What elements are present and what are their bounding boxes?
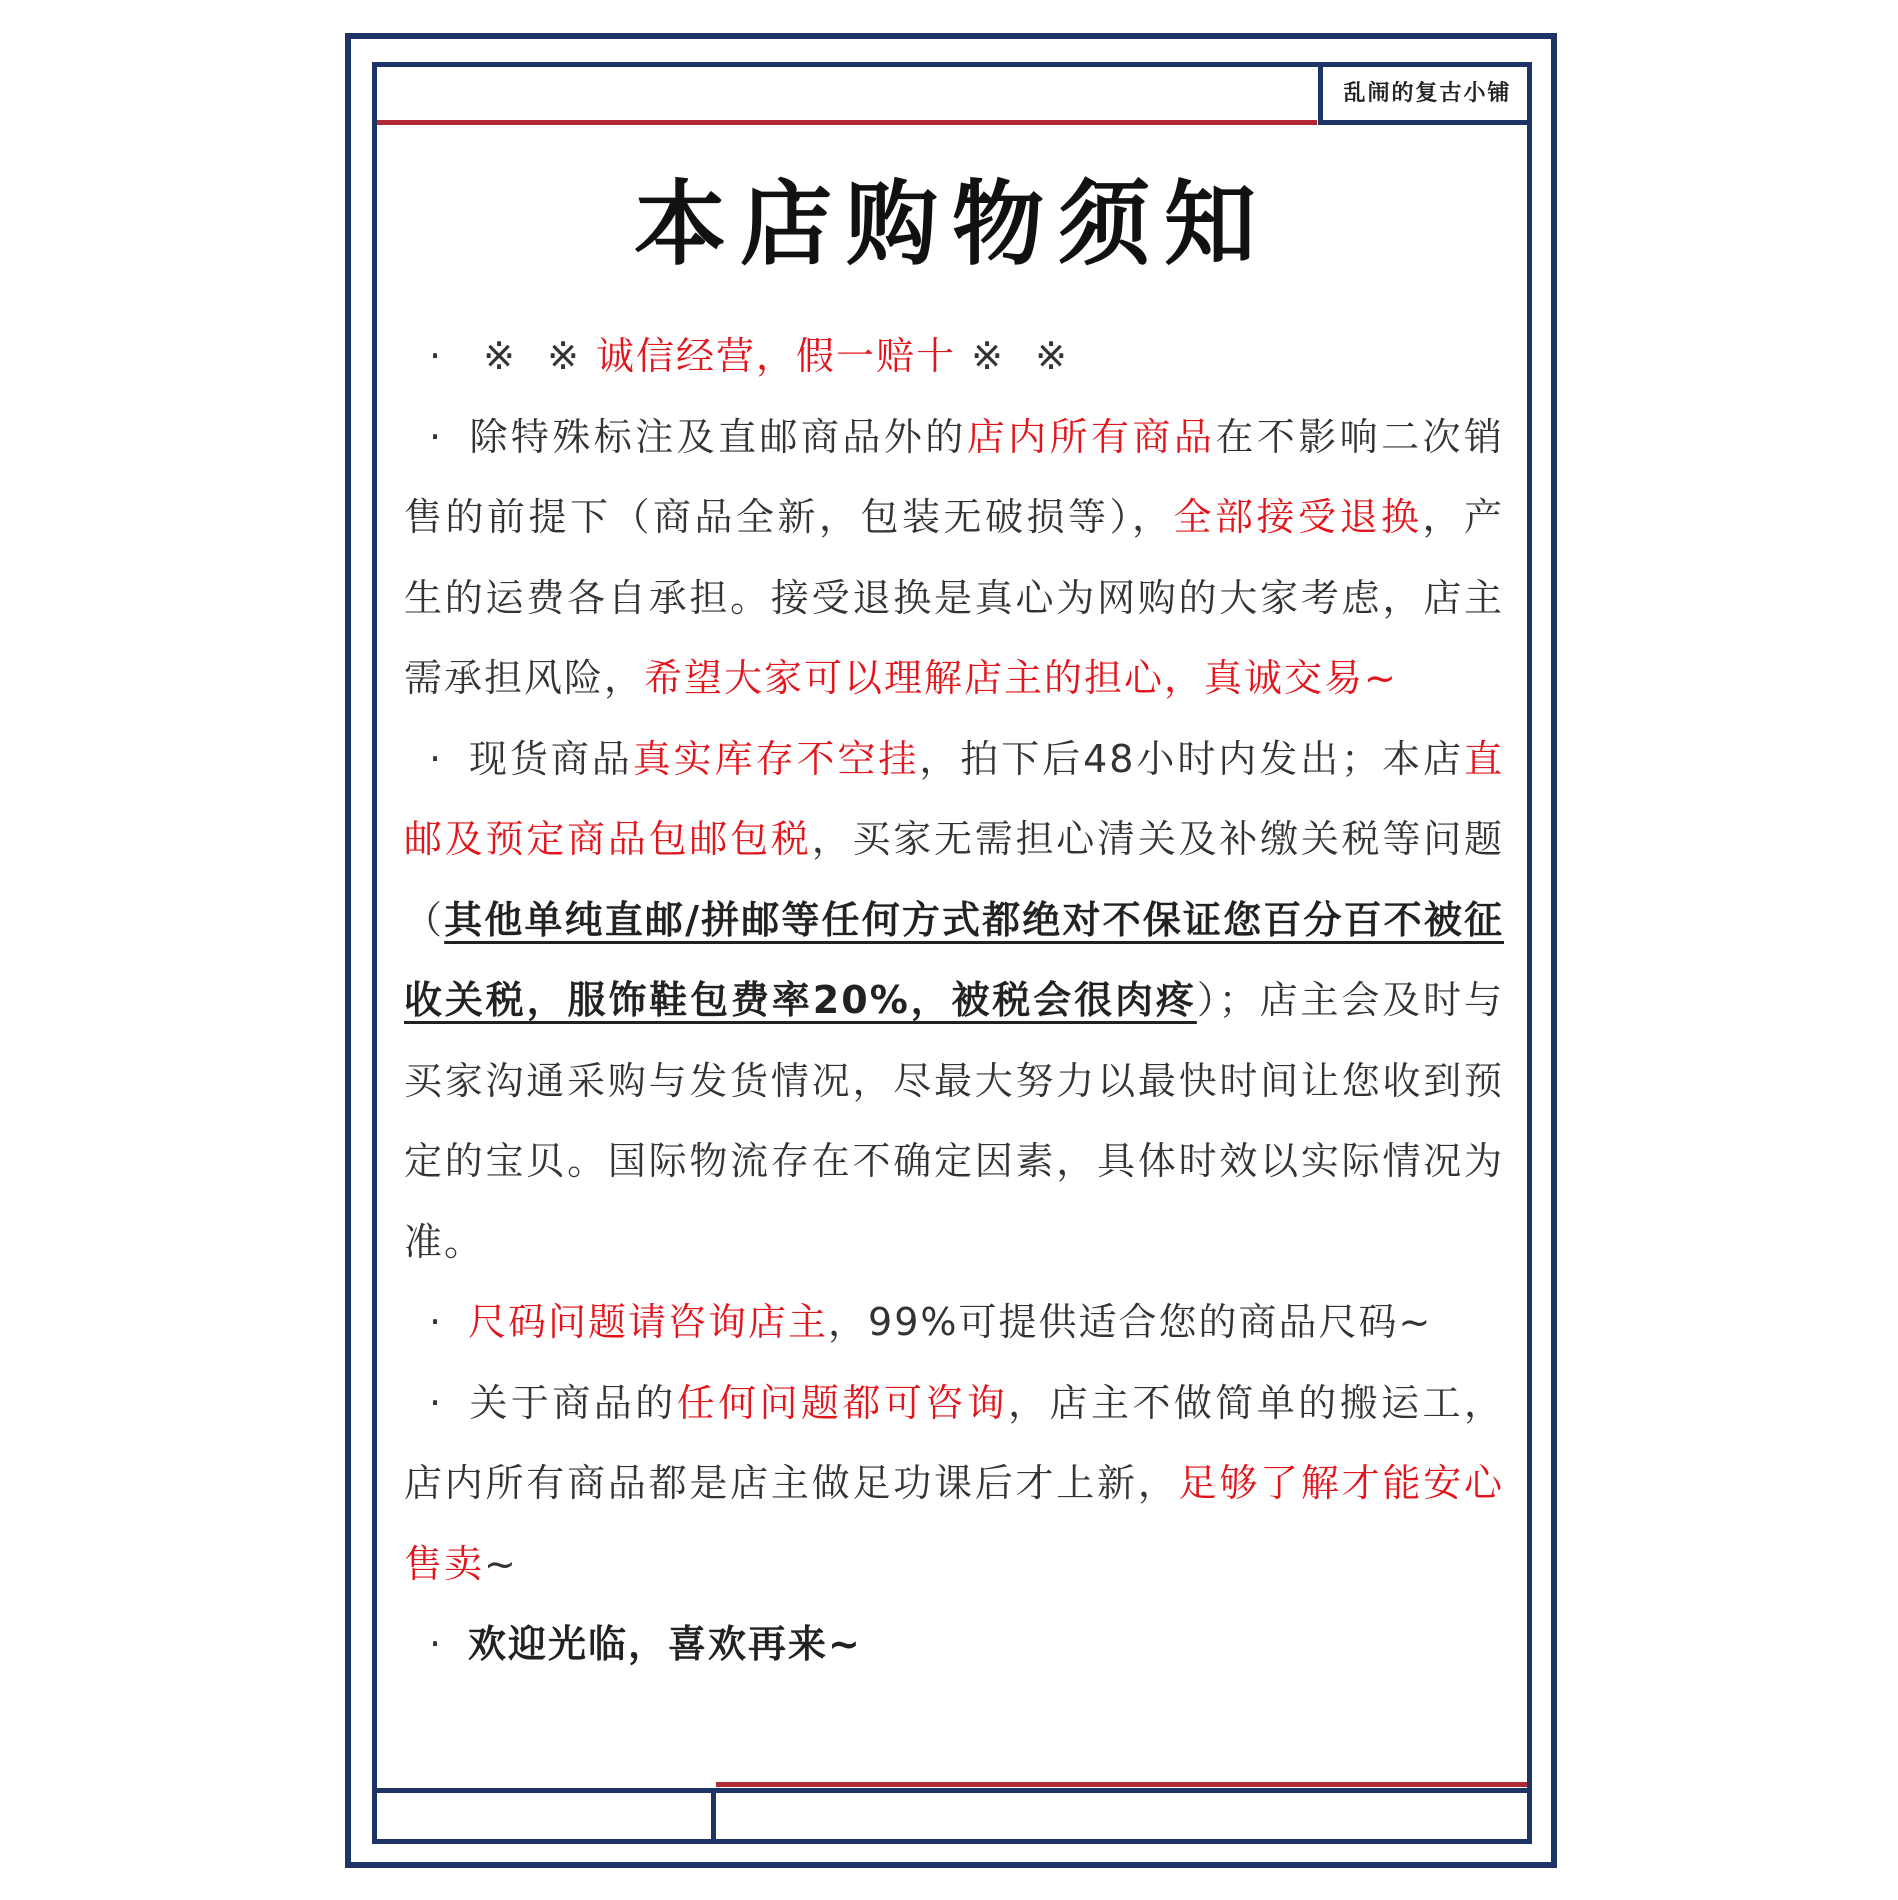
returns-highlight-2: 全部接受退换 xyxy=(1173,495,1423,539)
notice-list xyxy=(404,316,1504,1685)
bullet-icon: · xyxy=(428,1300,444,1344)
notice-item-returns xyxy=(404,397,1504,719)
welcome-text: 欢迎光临，喜欢再来~ xyxy=(468,1622,862,1666)
stock-text-1: 现货商品 xyxy=(468,736,633,781)
top-accent-rule xyxy=(377,120,1317,125)
reference-mark-icon: ※ xyxy=(971,334,1005,378)
integrity-slogan: 诚信经营，假一赔十 xyxy=(596,334,957,378)
returns-text-1: 除特殊标注及直邮商品外的 xyxy=(468,414,967,459)
notice-item-size xyxy=(404,1282,1504,1363)
bullet-icon: · xyxy=(428,1622,444,1666)
stock-text-4: ）；店主会及时与买家沟通采购与发货情况，尽最大努力以最快时间让您收到预定的宝贝。国际物流存在不确定因素，具体时效以实际情况为准。 xyxy=(404,978,1504,1264)
bottom-rule xyxy=(377,1788,1527,1793)
questions-highlight-1: 任何问题都可咨询 xyxy=(676,1380,1009,1425)
questions-highlight-2: 足够了解才能安心售卖 xyxy=(404,1461,1504,1586)
size-text: ，99%可提供适合您的商品尺码~ xyxy=(828,1300,1433,1344)
bullet-icon: · xyxy=(428,736,444,781)
reference-mark-icon: ※ xyxy=(1035,334,1069,378)
shop-name-label: 乱闹的复古小铺 xyxy=(1318,62,1532,125)
bullet-icon: · xyxy=(428,414,444,459)
questions-text-2: ，店主不做简单的搬运工，店内所有商品都是店主做足功课后才上新， xyxy=(404,1380,1504,1505)
reference-mark-icon: ※ xyxy=(547,334,581,378)
notice-item-questions xyxy=(404,1363,1504,1605)
stock-highlight-2: 直邮及预定商品包邮包税 xyxy=(404,736,1504,861)
returns-text-3: ，产生的运费各自承担。接受退换是真心为网购的大家考虑，店主需承担风险， xyxy=(404,495,1504,700)
size-highlight: 尺码问题请咨询店主 xyxy=(468,1300,829,1344)
bullet-icon: · xyxy=(428,334,444,378)
returns-text-2: 在不影响二次销售的前提下（商品全新，包装无破损等）， xyxy=(404,414,1504,539)
page-title: 本店购物须知 xyxy=(633,171,1270,278)
stock-highlight-1: 真实库存不空挂 xyxy=(632,736,920,781)
notice-item-welcome xyxy=(404,1604,1504,1685)
stock-text-3: ，买家无需担心清关及补缴关税等问题（ xyxy=(404,817,1504,942)
notice-item-stock xyxy=(404,719,1504,1283)
bottom-divider xyxy=(711,1788,716,1844)
returns-highlight-3: 希望大家可以理解店主的担心，真诚交易~ xyxy=(644,656,1398,700)
tax-warning: 其他单纯直邮/拼邮等任何方式都绝对不保证您百分百不被征收关税，服饰鞋包费率20%，被税会很肉疼 xyxy=(404,897,1504,1022)
questions-text-3: ~ xyxy=(484,1541,518,1586)
reference-mark-icon: ※ xyxy=(483,334,517,378)
questions-text-1: 关于商品的 xyxy=(468,1380,677,1425)
bullet-icon: · xyxy=(428,1380,444,1425)
notice-item-integrity xyxy=(404,316,1504,397)
stock-text-2: ，拍下后48小时内发出；本店 xyxy=(919,736,1464,781)
returns-highlight-1: 店内所有商品 xyxy=(966,414,1216,459)
bottom-accent-rule xyxy=(716,1782,1527,1787)
